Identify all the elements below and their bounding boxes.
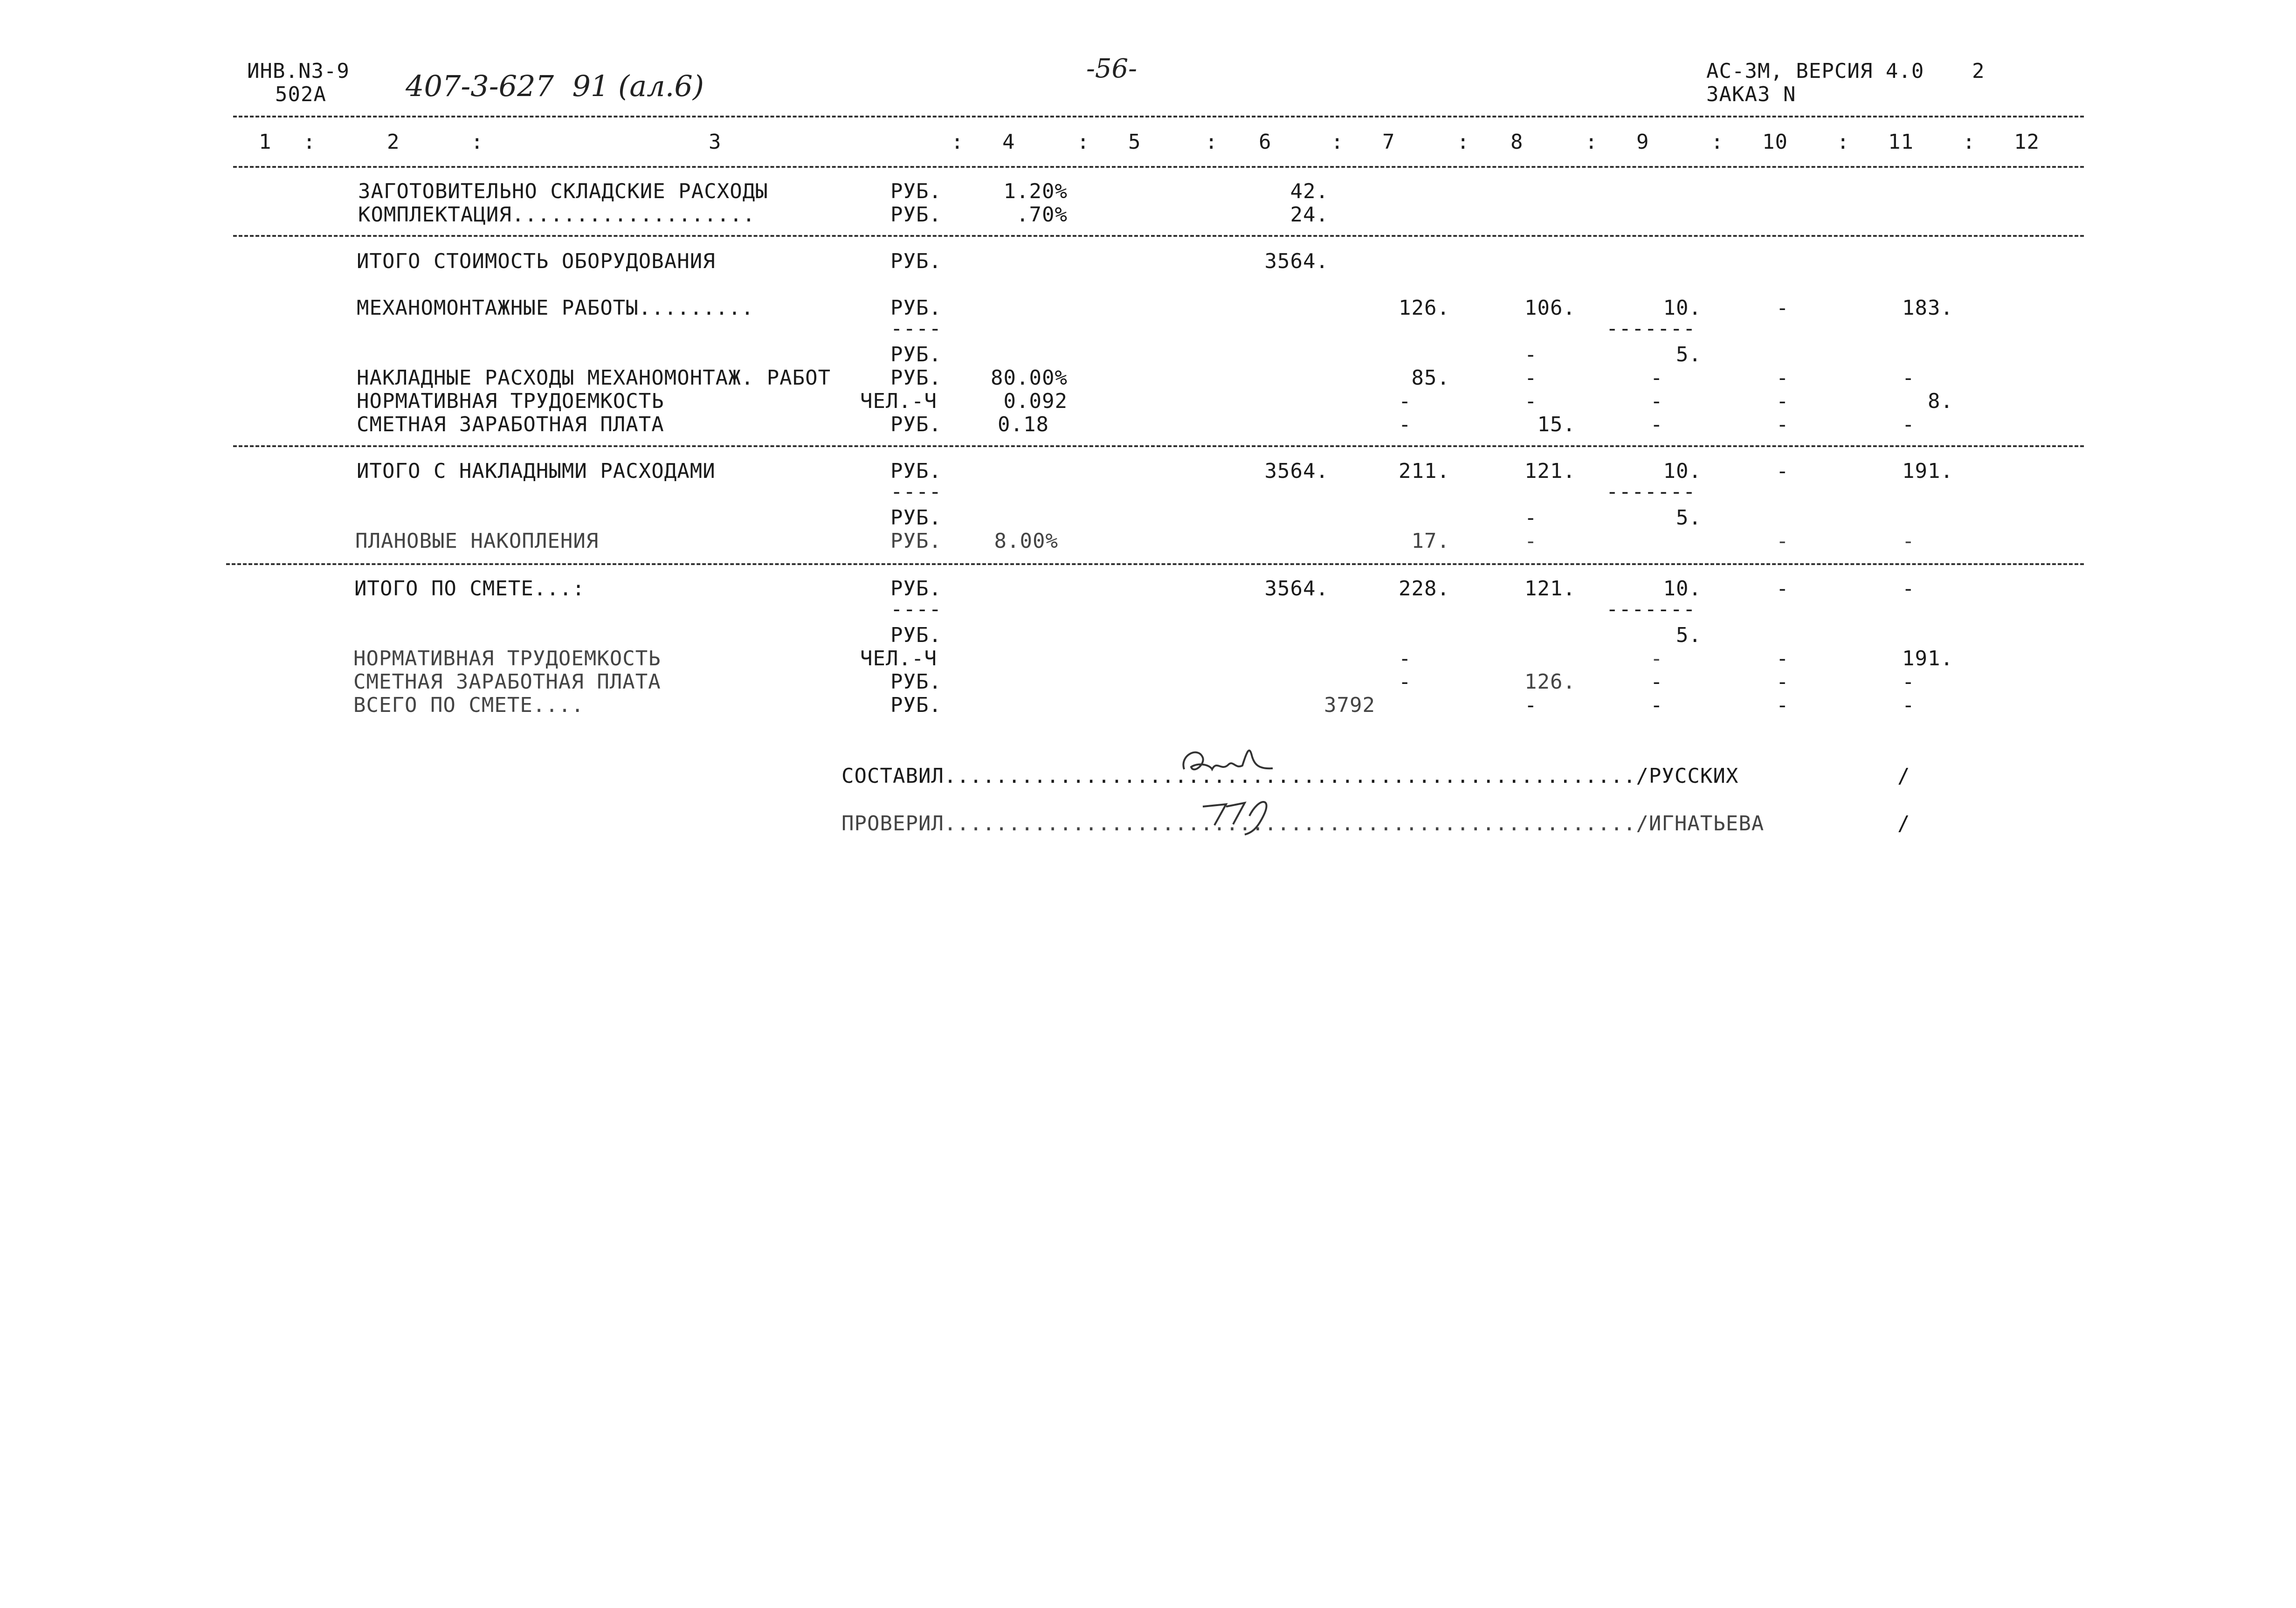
col-3-header: 3 — [709, 130, 722, 154]
cell-c8: - — [1524, 506, 1538, 530]
section-rule — [233, 235, 2084, 237]
compiled-by-line: СОСТАВИЛ....................................................../РУССКИХ — [841, 764, 1739, 788]
header-top-rule — [233, 116, 2084, 117]
row-name: СМЕТНАЯ ЗАРАБОТНАЯ ПЛАТА — [353, 670, 661, 694]
col-8-header: 8 — [1510, 130, 1524, 154]
section-rule — [233, 445, 2084, 447]
row-unit: РУБ. — [890, 249, 942, 273]
row-unit: РУБ. — [890, 506, 942, 530]
cell-c7: - — [1399, 389, 1412, 413]
row-unit: РУБ. — [890, 203, 942, 227]
row-name: ВСЕГО ПО СМЕТЕ.... — [353, 693, 584, 717]
cell-c7: 17. — [1411, 529, 1450, 553]
header-bottom-rule — [233, 166, 2084, 168]
row-name: НОРМАТИВНАЯ ТРУДОЕМКОСТЬ — [353, 647, 661, 670]
cell-c6: 3564. — [1264, 249, 1329, 273]
cell-c10: - — [1776, 577, 1789, 600]
cell-c9: 10. — [1663, 577, 1702, 600]
unit-underline: ---- — [890, 480, 942, 504]
col-5-header: 5 — [1128, 130, 1141, 154]
row-rate: 0.18 — [998, 413, 1049, 436]
cell-c6: 24. — [1290, 203, 1329, 227]
row-name: КОМПЛЕКТАЦИЯ................... — [358, 203, 756, 227]
inventory-number: ИНВ.N3-9 — [247, 59, 350, 83]
checker-signature — [1193, 788, 1315, 839]
cell-underline: ------- — [1606, 317, 1696, 340]
col-6-header: 6 — [1259, 130, 1272, 154]
cell-c9: 5. — [1676, 343, 1702, 366]
col-1-header: 1 — [259, 130, 272, 154]
cell-c8: - — [1524, 366, 1538, 390]
inventory-code: 502A — [275, 83, 326, 106]
checked-by-slash: / — [1897, 812, 1910, 835]
row-unit: ЧЕЛ.-Ч — [860, 389, 937, 413]
cell-c10: - — [1776, 389, 1789, 413]
col-sep: : — [303, 130, 316, 154]
cell-c10: - — [1776, 670, 1789, 694]
col-sep: : — [1585, 130, 1598, 154]
cell-c9: - — [1650, 693, 1663, 717]
col-sep: : — [1837, 130, 1850, 154]
cell-c11: - — [1902, 413, 1915, 436]
system-version-number: 2 — [1972, 59, 1985, 83]
row-unit: РУБ. — [890, 343, 942, 366]
col-7-header: 7 — [1382, 130, 1395, 154]
cell-c7: - — [1399, 647, 1412, 670]
row-unit: РУБ. — [890, 179, 942, 203]
row-unit: РУБ. — [890, 623, 942, 647]
cell-c8: 106. — [1524, 296, 1576, 320]
compiler-signature — [1165, 737, 1305, 793]
row-name: МЕХАНОМОНТАЖНЫЕ РАБОТЫ......... — [357, 296, 754, 320]
cell-c6: 3792 — [1324, 693, 1375, 717]
cell-c10: - — [1776, 413, 1789, 436]
cell-c7: 228. — [1399, 577, 1450, 600]
cell-c11: 8. — [1928, 389, 1953, 413]
row-rate: 8.00% — [994, 529, 1058, 553]
cell-c9: - — [1650, 366, 1663, 390]
row-name: ЗАГОТОВИТЕЛЬНО СКЛАДСКИЕ РАСХОДЫ — [358, 179, 768, 203]
project-number-handwritten: 407-3-627 91 (ал.6) — [406, 69, 704, 103]
cell-c9: - — [1650, 670, 1663, 694]
row-name: ПЛАНОВЫЕ НАКОПЛЕНИЯ — [355, 529, 599, 553]
row-name: ИТОГО ПО СМЕТЕ...: — [354, 577, 585, 600]
cell-c7: - — [1399, 413, 1412, 436]
row-name: ИТОГО СТОИМОСТЬ ОБОРУДОВАНИЯ — [357, 249, 716, 273]
row-name: НОРМАТИВНАЯ ТРУДОЕМКОСТЬ — [357, 389, 664, 413]
row-rate: 80.00% — [991, 366, 1068, 390]
page-number: -56- — [1086, 54, 1138, 84]
cell-c11: 183. — [1902, 296, 1953, 320]
col-sep: : — [1205, 130, 1218, 154]
cell-c9: - — [1650, 389, 1663, 413]
row-rate: .70% — [1016, 203, 1068, 227]
row-unit: РУБ. — [890, 577, 942, 600]
cell-underline: ------- — [1606, 480, 1696, 504]
cell-c8: - — [1524, 529, 1538, 553]
cell-c11: - — [1902, 577, 1915, 600]
col-sep: : — [1711, 130, 1724, 154]
col-11-header: 11 — [1888, 130, 1914, 154]
cell-c8: - — [1524, 343, 1538, 366]
col-12-header: 12 — [2014, 130, 2040, 154]
cell-c9: - — [1650, 413, 1663, 436]
cell-c11: - — [1902, 670, 1915, 694]
row-rate: 0.092 — [1003, 389, 1068, 413]
cell-c9: 5. — [1676, 623, 1702, 647]
cell-c7: 211. — [1399, 459, 1450, 483]
cell-c10: - — [1776, 296, 1789, 320]
cell-c8: 121. — [1524, 577, 1576, 600]
cell-c9: 5. — [1676, 506, 1702, 530]
cell-c10: - — [1776, 693, 1789, 717]
col-sep: : — [1457, 130, 1470, 154]
row-unit: РУБ. — [890, 366, 942, 390]
cell-c11: 191. — [1902, 459, 1953, 483]
cell-c8: 121. — [1524, 459, 1576, 483]
cell-underline: ------- — [1606, 597, 1696, 621]
col-sep: : — [951, 130, 964, 154]
checked-by-line: ПРОВЕРИЛ....................................................../ИГНАТЬЕВА — [841, 812, 1765, 835]
cell-c7: 126. — [1399, 296, 1450, 320]
row-unit: РУБ. — [890, 296, 942, 320]
row-rate: 1.20% — [1003, 179, 1068, 203]
cell-c11: 191. — [1902, 647, 1953, 670]
cell-c6: 42. — [1290, 179, 1329, 203]
row-unit: РУБ. — [890, 670, 942, 694]
cell-c7: 85. — [1411, 366, 1450, 390]
row-unit: РУБ. — [890, 459, 942, 483]
col-10-header: 10 — [1762, 130, 1788, 154]
cell-c6: 3564. — [1264, 577, 1329, 600]
cell-c8: - — [1524, 693, 1538, 717]
col-2-header: 2 — [387, 130, 400, 154]
cell-c9: - — [1650, 647, 1663, 670]
cell-c11: - — [1902, 366, 1915, 390]
cell-c8: 15. — [1537, 413, 1576, 436]
order-number-label: ЗАКАЗ N — [1706, 83, 1796, 106]
cell-c9: 10. — [1663, 296, 1702, 320]
row-unit: РУБ. — [890, 413, 942, 436]
col-sep: : — [471, 130, 484, 154]
row-name: СМЕТНАЯ ЗАРАБОТНАЯ ПЛАТА — [357, 413, 664, 436]
cell-c6: 3564. — [1264, 459, 1329, 483]
col-sep: : — [1077, 130, 1090, 154]
cell-c7: - — [1399, 670, 1412, 694]
section-rule — [226, 563, 2084, 565]
cell-c11: - — [1902, 529, 1915, 553]
col-sep: : — [1331, 130, 1344, 154]
cell-c9: 10. — [1663, 459, 1702, 483]
row-unit: РУБ. — [890, 693, 942, 717]
col-9-header: 9 — [1636, 130, 1649, 154]
cell-c10: - — [1776, 459, 1789, 483]
row-unit: ЧЕЛ.-Ч — [860, 647, 937, 670]
col-4-header: 4 — [1002, 130, 1015, 154]
col-sep: : — [1963, 130, 1976, 154]
row-name: НАКЛАДНЫЕ РАСХОДЫ МЕХАНОМОНТАЖ. РАБОТ — [357, 366, 831, 390]
cell-c10: - — [1776, 366, 1789, 390]
unit-underline: ---- — [890, 317, 942, 340]
row-name: ИТОГО С НАКЛАДНЫМИ РАСХОДАМИ — [357, 459, 716, 483]
cell-c8: - — [1524, 389, 1538, 413]
system-version: АС-3М, ВЕРСИЯ 4.0 — [1706, 59, 1924, 83]
cell-c11: - — [1902, 693, 1915, 717]
cell-c10: - — [1776, 529, 1789, 553]
row-unit: РУБ. — [890, 529, 942, 553]
cell-c8: 126. — [1524, 670, 1576, 694]
unit-underline: ---- — [890, 597, 942, 621]
cell-c10: - — [1776, 647, 1789, 670]
compiled-by-slash: / — [1897, 764, 1910, 788]
